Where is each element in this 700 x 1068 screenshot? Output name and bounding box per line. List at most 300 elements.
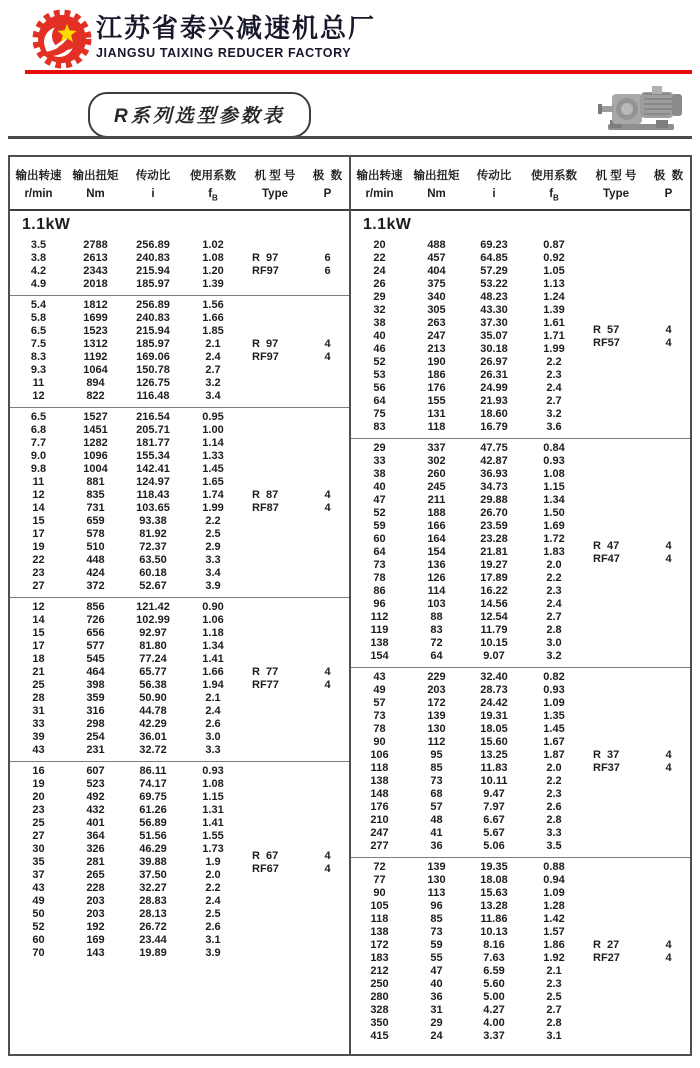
- table-cell: 50.90: [139, 692, 167, 705]
- table-block: [351, 438, 690, 667]
- table-cell: 21.81: [480, 546, 508, 559]
- table-cell: 523: [86, 778, 105, 791]
- table-cell: 1.20: [202, 265, 224, 278]
- model-type-name: RF67: [252, 862, 279, 875]
- table-cell: 52: [373, 356, 386, 369]
- model-type-line: [585, 540, 690, 553]
- table-cell: 40: [373, 330, 386, 343]
- table-cell: 245: [427, 481, 446, 494]
- table-cell: 7.5: [30, 338, 47, 351]
- table-cell: 114: [427, 585, 446, 598]
- table-cell: 1.28: [543, 900, 565, 913]
- table-cell: 2.8: [546, 624, 562, 637]
- gearmotor-product-photo: [596, 80, 688, 136]
- table-cell: 1.66: [202, 666, 224, 679]
- table-cell: 33: [373, 455, 386, 468]
- table-cell: 37.50: [139, 869, 167, 882]
- table-cell: 210: [370, 814, 389, 827]
- table-cell: 2.4: [546, 382, 562, 395]
- table-cell: 43: [32, 744, 45, 757]
- table-row: [10, 718, 349, 731]
- table-cell: 12: [32, 601, 45, 614]
- table-cell: 19.27: [480, 559, 508, 572]
- table-cell: 136: [427, 559, 446, 572]
- table-row: [10, 692, 349, 705]
- table-cell: 607: [86, 765, 105, 778]
- model-type-line: [585, 939, 690, 952]
- table-row: [351, 991, 690, 1004]
- table-cell: 43: [32, 882, 45, 895]
- table-cell: 17.89: [480, 572, 508, 585]
- table-cell: 68: [430, 788, 443, 801]
- table-cell: 142.41: [136, 463, 170, 476]
- table-cell: 26.70: [480, 507, 508, 520]
- table-row: [10, 908, 349, 921]
- company-name-block: [96, 13, 376, 60]
- table-cell: 96: [373, 598, 386, 611]
- table-cell: 281: [86, 856, 105, 869]
- table-cell: 9.0: [30, 450, 47, 463]
- table-cell: 95: [430, 749, 443, 762]
- table-cell: 835: [86, 489, 105, 502]
- table-cell: 69.75: [139, 791, 167, 804]
- table-cell: 126.75: [136, 377, 170, 390]
- table-row: [10, 653, 349, 666]
- table-cell: 328: [370, 1004, 389, 1017]
- table-cell: 6.5: [30, 411, 47, 424]
- table-cell: 36: [430, 840, 443, 853]
- table-row: [351, 481, 690, 494]
- column-header-cn: 传动比: [476, 170, 512, 182]
- table-cell: 3.3: [205, 554, 221, 567]
- pole-count: 4: [665, 939, 672, 952]
- table-cell: 10.15: [480, 637, 508, 650]
- table-cell: 1064: [83, 364, 108, 377]
- table-cell: 60: [373, 533, 386, 546]
- table-cell: 1282: [83, 437, 108, 450]
- table-cell: 2.2: [546, 775, 562, 788]
- table-cell: 2.3: [546, 585, 562, 598]
- table-row: [10, 541, 349, 554]
- table-cell: 2.7: [546, 395, 562, 408]
- table-cell: 34.73: [480, 481, 508, 494]
- table-cell: 72: [430, 637, 443, 650]
- table-cell: 1004: [83, 463, 108, 476]
- table-cell: 188: [427, 507, 446, 520]
- table-cell: 5.67: [483, 827, 505, 840]
- table-cell: 1.15: [202, 791, 224, 804]
- table-cell: 0.88: [543, 861, 565, 874]
- table-cell: 18: [32, 653, 45, 666]
- model-type-name: RF97: [252, 351, 279, 364]
- table-cell: 56: [373, 382, 386, 395]
- table-cell: 176: [427, 382, 446, 395]
- table-cell: 0.82: [543, 671, 565, 684]
- table-cell: 36.01: [139, 731, 167, 744]
- table-cell: 2.5: [205, 908, 221, 921]
- table-cell: 65.77: [139, 666, 167, 679]
- table-row: [351, 874, 690, 887]
- table-cell: 28.83: [139, 895, 167, 908]
- table-row: [351, 421, 690, 434]
- table-cell: 190: [427, 356, 446, 369]
- table-row: [351, 840, 690, 853]
- table-cell: 12.54: [480, 611, 508, 624]
- table-cell: 31: [32, 705, 45, 718]
- table-cell: 36: [430, 991, 443, 1004]
- table-cell: 73: [430, 926, 443, 939]
- table-cell: 1.08: [543, 468, 565, 481]
- table-cell: 1.15: [543, 481, 565, 494]
- table-cell: 19.35: [480, 861, 508, 874]
- table-row: [10, 817, 349, 830]
- table-cell: 359: [86, 692, 105, 705]
- table-cell: 186: [427, 369, 446, 382]
- table-cell: 205.71: [136, 424, 170, 437]
- model-type-line: [244, 489, 349, 502]
- table-cell: 39.88: [139, 856, 167, 869]
- column-header-unit: r/min: [24, 188, 53, 200]
- table-cell: 16.79: [480, 421, 508, 434]
- table-cell: 176: [370, 801, 389, 814]
- parameter-table: [8, 155, 692, 1056]
- table-cell: 43: [373, 671, 386, 684]
- table-cell: 166: [427, 520, 446, 533]
- table-cell: 22: [32, 554, 45, 567]
- table-cell: 2.8: [546, 1017, 562, 1030]
- model-type-name: RF87: [252, 502, 279, 515]
- table-cell: 11: [32, 476, 45, 489]
- table-cell: 48: [430, 814, 443, 827]
- table-cell: 0.84: [543, 442, 565, 455]
- model-type-label: [244, 850, 349, 876]
- table-cell: 31: [430, 1004, 443, 1017]
- table-cell: 85: [430, 762, 443, 775]
- table-row: [351, 382, 690, 395]
- table-cell: 2.3: [546, 788, 562, 801]
- table-cell: 398: [86, 679, 105, 692]
- table-cell: 35: [32, 856, 45, 869]
- table-cell: 1.99: [543, 343, 565, 356]
- table-row: [351, 304, 690, 317]
- table-cell: 139: [427, 710, 446, 723]
- table-cell: 29: [430, 1017, 443, 1030]
- table-cell: 2.6: [205, 921, 221, 934]
- model-type-line: [585, 952, 690, 965]
- dark-divider-rule: [8, 136, 692, 139]
- model-type-name: RF47: [593, 552, 620, 565]
- table-cell: 24: [373, 265, 386, 278]
- table-cell: 457: [427, 252, 446, 265]
- table-cell: 1.08: [202, 252, 224, 265]
- table-cell: 148: [370, 788, 389, 801]
- table-cell: 102.99: [136, 614, 170, 627]
- table-cell: 240.83: [136, 252, 170, 265]
- column-header-row: [10, 157, 349, 211]
- model-type-name: RF57: [593, 336, 620, 349]
- table-cell: 1699: [83, 312, 108, 325]
- model-type-line: [585, 337, 690, 350]
- pole-count: 4: [665, 323, 672, 336]
- table-cell: 25: [32, 817, 45, 830]
- table-cell: 13.28: [480, 900, 508, 913]
- table-cell: 2.8: [546, 814, 562, 827]
- table-row: [351, 598, 690, 611]
- model-type-line: [244, 863, 349, 876]
- table-cell: 424: [86, 567, 105, 580]
- table-cell: 1.05: [543, 265, 565, 278]
- table-cell: 55: [430, 952, 443, 965]
- table-cell: 326: [86, 843, 105, 856]
- table-cell: 103: [427, 598, 446, 611]
- table-cell: 247: [427, 330, 446, 343]
- table-cell: 38: [373, 317, 386, 330]
- table-cell: 56.38: [139, 679, 167, 692]
- table-block: [351, 667, 690, 857]
- table-cell: 1.34: [543, 494, 565, 507]
- column-header-cn: 使用系数: [531, 170, 577, 182]
- table-row: [351, 710, 690, 723]
- table-cell: 15.63: [480, 887, 508, 900]
- table-cell: 130: [427, 723, 446, 736]
- table-row: [351, 252, 690, 265]
- table-row: [10, 947, 349, 960]
- table-cell: 16.22: [480, 585, 508, 598]
- table-cell: 26.72: [139, 921, 167, 934]
- table-cell: 81.92: [139, 528, 167, 541]
- table-cell: 20: [32, 791, 45, 804]
- table-cell: 1.13: [543, 278, 565, 291]
- red-divider-rule: [25, 70, 692, 74]
- table-cell: 47.75: [480, 442, 508, 455]
- table-cell: 2.2: [546, 356, 562, 369]
- table-row: [10, 804, 349, 817]
- table-cell: 0.93: [543, 455, 565, 468]
- table-cell: 2.4: [205, 705, 221, 718]
- table-cell: 4.27: [483, 1004, 505, 1017]
- table-cell: 73: [373, 559, 386, 572]
- table-cell: 19: [32, 778, 45, 791]
- table-cell: 1.06: [202, 614, 224, 627]
- table-cell: 9.8: [30, 463, 47, 476]
- table-cell: 83: [373, 421, 386, 434]
- table-cell: 1.74: [202, 489, 224, 502]
- table-row: [351, 468, 690, 481]
- table-block: [10, 295, 349, 407]
- table-cell: 2.4: [546, 598, 562, 611]
- table-cell: 3.2: [546, 408, 562, 421]
- table-row: [10, 934, 349, 947]
- table-cell: 1312: [83, 338, 108, 351]
- column-header-unit: $f_B$: [549, 188, 559, 203]
- table-cell: 17: [32, 528, 45, 541]
- table-cell: 545: [86, 653, 105, 666]
- table-cell: 1451: [83, 424, 108, 437]
- table-cell: 280: [370, 991, 389, 1004]
- table-cell: 138: [370, 637, 389, 650]
- table-cell: 2.4: [205, 895, 221, 908]
- table-cell: 2.6: [546, 801, 562, 814]
- table-cell: 10.13: [480, 926, 508, 939]
- table-row: [10, 895, 349, 908]
- table-cell: 1.41: [202, 817, 224, 830]
- table-cell: 40: [373, 481, 386, 494]
- table-row: [10, 830, 349, 843]
- model-type-name: R 87: [252, 489, 279, 502]
- table-cell: 2.7: [546, 611, 562, 624]
- table-row: [351, 978, 690, 991]
- model-type-line: [244, 265, 349, 278]
- pole-count: 4: [324, 351, 331, 364]
- table-cell: 4.00: [483, 1017, 505, 1030]
- table-cell: 401: [86, 817, 105, 830]
- table-cell: 4.2: [30, 265, 47, 278]
- table-row: [10, 390, 349, 403]
- table-cell: 59: [373, 520, 386, 533]
- column-header-row: [351, 157, 690, 211]
- table-cell: 1192: [83, 351, 108, 364]
- table-row: [351, 395, 690, 408]
- table-cell: 13.25: [480, 749, 508, 762]
- table-row: [351, 723, 690, 736]
- table-cell: 492: [86, 791, 105, 804]
- table-cell: 61.26: [139, 804, 167, 817]
- table-cell: 2.0: [546, 762, 562, 775]
- pole-count: 4: [324, 489, 331, 502]
- model-type-line: [244, 850, 349, 863]
- table-cell: 856: [86, 601, 105, 614]
- table-cell: 6.5: [30, 325, 47, 338]
- table-cell: 119: [370, 624, 389, 637]
- table-cell: 1.87: [543, 749, 565, 762]
- table-cell: 106: [370, 749, 389, 762]
- table-row: [10, 450, 349, 463]
- pole-count: 4: [665, 539, 672, 552]
- table-cell: 3.5: [546, 840, 562, 853]
- table-cell: 78: [373, 723, 386, 736]
- column-header-1: [67, 167, 124, 202]
- table-cell: 1.39: [202, 278, 224, 291]
- table-cell: 21: [32, 666, 45, 679]
- table-cell: 192: [86, 921, 105, 934]
- table-cell: 1.24: [543, 291, 565, 304]
- table-cell: 3.0: [546, 637, 562, 650]
- table-cell: 64: [373, 546, 386, 559]
- table-cell: 64: [430, 650, 443, 663]
- table-cell: 1.42: [543, 913, 565, 926]
- table-row: [351, 520, 690, 533]
- model-type-name: R 77: [252, 666, 279, 679]
- table-cell: 41: [430, 827, 443, 840]
- table-row: [10, 614, 349, 627]
- table-cell: 11.83: [480, 762, 508, 775]
- column-header-cn: 输出转速: [356, 170, 403, 182]
- table-row: [10, 463, 349, 476]
- table-cell: 93.38: [139, 515, 167, 528]
- table-cell: 19.31: [480, 710, 508, 723]
- table-cell: 726: [86, 614, 105, 627]
- table-cell: 12: [32, 390, 45, 403]
- table-cell: 0.93: [202, 765, 224, 778]
- table-cell: 11: [32, 377, 45, 390]
- table-cell: 2.2: [546, 572, 562, 585]
- table-row: [351, 1030, 690, 1043]
- table-cell: 118.43: [136, 489, 170, 502]
- table-cell: 216.54: [136, 411, 170, 424]
- table-block: [10, 597, 349, 761]
- table-row: [351, 671, 690, 684]
- table-cell: 277: [370, 840, 389, 853]
- table-cell: 2.0: [546, 559, 562, 572]
- column-header-cn: 使用系数: [190, 170, 236, 182]
- table-cell: 29.88: [480, 494, 508, 507]
- model-type-line: [244, 338, 349, 351]
- table-cell: 124.97: [136, 476, 170, 489]
- model-type-line: [585, 553, 690, 566]
- table-row: [10, 515, 349, 528]
- table-cell: 213: [427, 343, 446, 356]
- column-header-cn: 机 型 号: [254, 170, 296, 182]
- column-header-unit: Type: [603, 188, 629, 200]
- table-row: [351, 572, 690, 585]
- table-cell: 1.67: [543, 736, 565, 749]
- table-cell: 11.86: [480, 913, 508, 926]
- table-cell: 39: [32, 731, 45, 744]
- table-row: [351, 684, 690, 697]
- model-type-name: R 57: [593, 323, 620, 336]
- table-row: [351, 637, 690, 650]
- table-cell: 103.65: [136, 502, 170, 515]
- table-cell: 56.89: [139, 817, 167, 830]
- table-cell: 822: [86, 390, 105, 403]
- table-cell: 404: [427, 265, 446, 278]
- table-cell: 340: [427, 291, 446, 304]
- table-cell: 464: [86, 666, 105, 679]
- table-cell: 105: [370, 900, 389, 913]
- table-cell: 11.79: [480, 624, 508, 637]
- table-cell: 72: [373, 861, 386, 874]
- table-cell: 185.97: [136, 338, 170, 351]
- table-cell: 1.69: [543, 520, 565, 533]
- model-type-name: R 47: [593, 539, 620, 552]
- table-cell: 2.7: [546, 1004, 562, 1017]
- table-cell: 3.4: [205, 390, 221, 403]
- power-label: 1.1kW: [22, 216, 71, 234]
- table-cell: 46.29: [139, 843, 167, 856]
- model-type-name: RF37: [593, 762, 620, 775]
- model-type-line: [244, 351, 349, 364]
- table-cell: 5.00: [483, 991, 505, 1004]
- table-cell: 27: [32, 580, 45, 593]
- table-cell: 75: [373, 408, 386, 421]
- table-cell: 1.56: [202, 299, 224, 312]
- table-cell: 8.3: [30, 351, 47, 364]
- table-cell: 2613: [83, 252, 108, 265]
- table-row: [351, 697, 690, 710]
- pole-count: 6: [324, 252, 331, 265]
- column-header-0: [351, 167, 408, 202]
- column-header-unit: P: [323, 188, 332, 200]
- table-row: [10, 437, 349, 450]
- factory-logo gear-star-icon: [26, 6, 100, 72]
- table-cell: 9.47: [483, 788, 505, 801]
- table-cell: 3.9: [205, 580, 221, 593]
- table-cell: 1096: [83, 450, 108, 463]
- table-cell: 77: [373, 874, 386, 887]
- table-cell: 4.9: [30, 278, 47, 291]
- table-cell: 169: [86, 934, 105, 947]
- model-type-label: [244, 338, 349, 364]
